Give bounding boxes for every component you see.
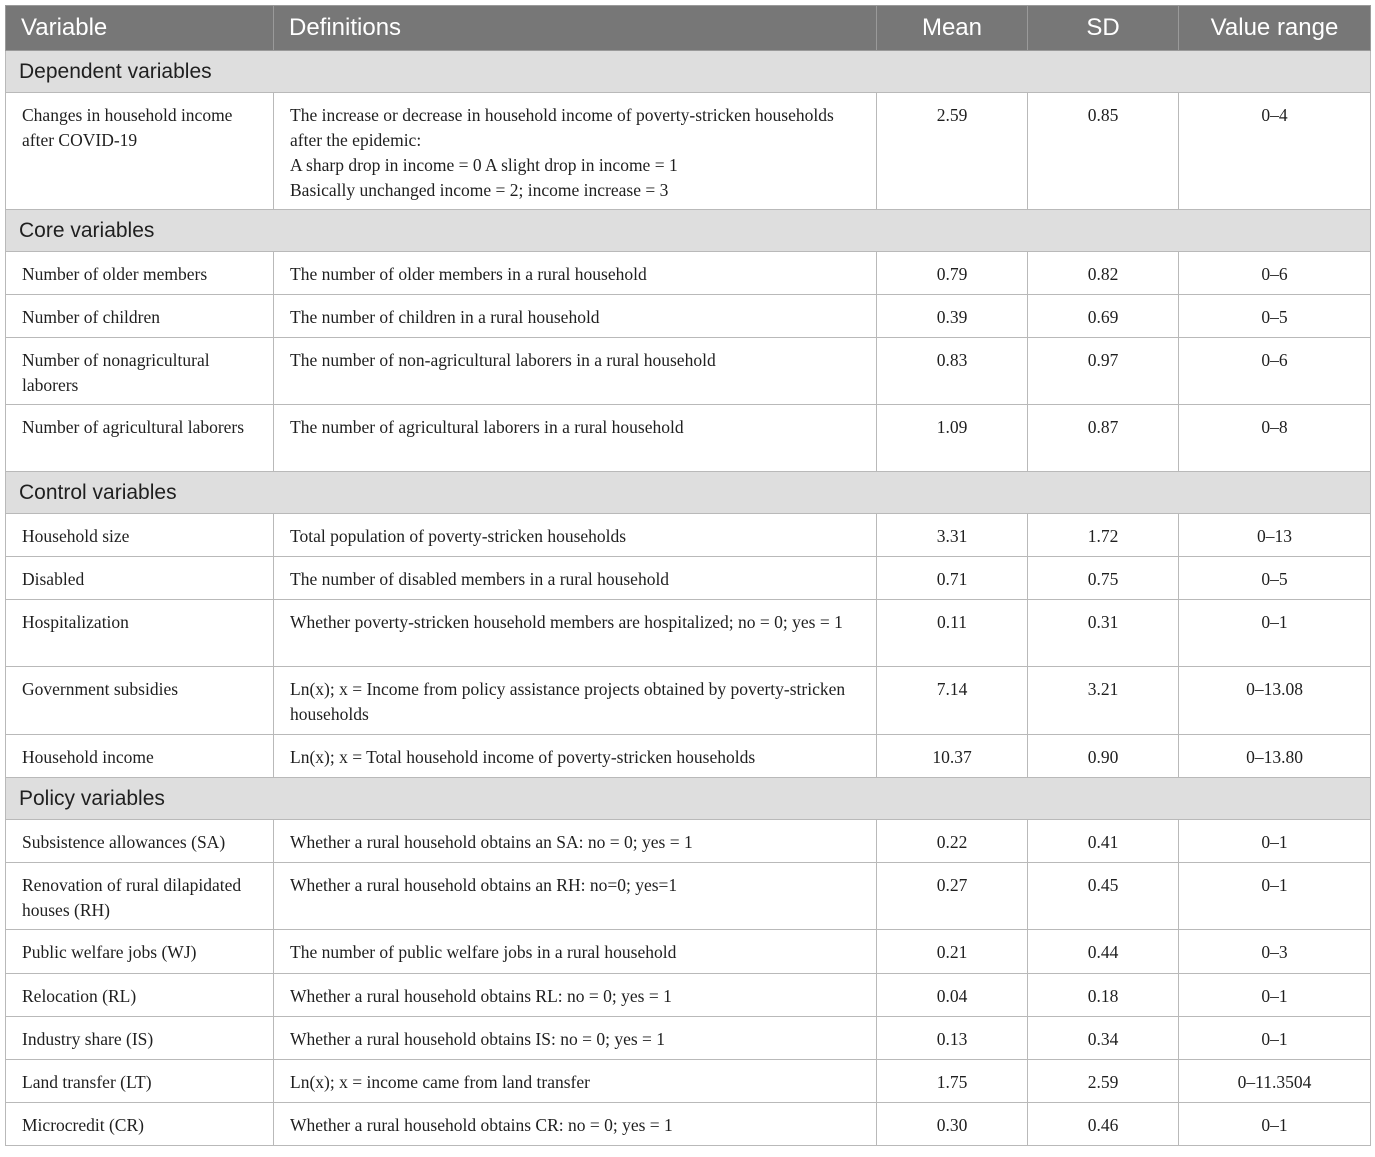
variable-cell: Industry share (IS)	[6, 1017, 274, 1060]
sd-cell: 0.82	[1028, 252, 1179, 295]
value-range-cell: 0–11.3504	[1179, 1060, 1371, 1103]
header-value-range: Value range	[1179, 6, 1371, 51]
sd-cell: 0.44	[1028, 930, 1179, 974]
definition-cell	[274, 820, 877, 863]
definition-cell	[274, 735, 877, 778]
table-row	[6, 1060, 1371, 1103]
sd-cell: 0.97	[1028, 338, 1179, 405]
table-row	[6, 974, 1371, 1017]
definition-cell	[274, 557, 877, 600]
definition-line: Whether a rural household obtains an RH: no=0; yes=1	[290, 875, 678, 895]
definition-line: The number of older members in a rural household	[290, 264, 647, 284]
table-row	[6, 930, 1371, 974]
definition-cell	[274, 295, 877, 338]
definition-line: The number of disabled members in a rural household	[290, 569, 670, 589]
value-range-cell: 0–13.80	[1179, 735, 1371, 778]
definition-line: Whether a rural household obtains IS: no = 0; yes = 1	[290, 1029, 666, 1049]
section-row	[6, 472, 1371, 514]
definition-line: Ln(x); x = Total household income of poverty-stricken households	[290, 747, 756, 767]
value-range-cell: 0–4	[1179, 93, 1371, 210]
definition-cell	[274, 667, 877, 735]
mean-cell: 0.39	[877, 295, 1028, 338]
header-sd: SD	[1028, 6, 1179, 51]
sd-cell: 0.34	[1028, 1017, 1179, 1060]
definition-cell	[274, 405, 877, 472]
sd-cell: 0.46	[1028, 1103, 1179, 1146]
definition-cell	[274, 1060, 877, 1103]
definition-line: Ln(x); x = income came from land transfer	[290, 1072, 590, 1092]
mean-cell: 0.30	[877, 1103, 1028, 1146]
mean-cell: 0.83	[877, 338, 1028, 405]
definition-line: Whether a rural household obtains an SA: no = 0; yes = 1	[290, 832, 693, 852]
sd-cell: 0.69	[1028, 295, 1179, 338]
definition-line: Whether a rural household obtains CR: no = 0; yes = 1	[290, 1115, 673, 1135]
value-range-cell: 0–5	[1179, 557, 1371, 600]
definition-line: The number of agricultural laborers in a rural household	[290, 417, 684, 437]
mean-cell: 1.09	[877, 405, 1028, 472]
definition-cell	[274, 974, 877, 1017]
value-range-cell: 0–6	[1179, 338, 1371, 405]
definition-cell	[274, 930, 877, 974]
sd-cell: 0.85	[1028, 93, 1179, 210]
variable-cell: Changes in household income after COVID-19	[6, 93, 274, 210]
table-row	[6, 405, 1371, 472]
definition-cell	[274, 863, 877, 930]
variable-cell: Public welfare jobs (WJ)	[6, 930, 274, 974]
variable-cell: Household income	[6, 735, 274, 778]
section-title: Control variables	[6, 472, 1371, 514]
definition-line: Basically unchanged income = 2; income increase = 3	[290, 180, 669, 200]
value-range-cell: 0–1	[1179, 974, 1371, 1017]
definition-cell	[274, 514, 877, 557]
table-row	[6, 338, 1371, 405]
section-row	[6, 51, 1371, 93]
variable-cell: Microcredit (CR)	[6, 1103, 274, 1146]
table-row	[6, 295, 1371, 338]
value-range-cell: 0–1	[1179, 820, 1371, 863]
mean-cell: 0.11	[877, 600, 1028, 667]
section-title: Policy variables	[6, 778, 1371, 820]
mean-cell: 0.04	[877, 974, 1028, 1017]
table-body	[6, 51, 1371, 1146]
table-row	[6, 600, 1371, 667]
mean-cell: 3.31	[877, 514, 1028, 557]
mean-cell: 7.14	[877, 667, 1028, 735]
table-row	[6, 735, 1371, 778]
definition-line: The increase or decrease in household income of poverty-stricken households after the epidemic:	[290, 105, 834, 150]
value-range-cell: 0–1	[1179, 863, 1371, 930]
header-variable: Variable	[6, 6, 274, 51]
section-title: Dependent variables	[6, 51, 1371, 93]
table-row	[6, 93, 1371, 210]
table-row	[6, 252, 1371, 295]
value-range-cell: 0–1	[1179, 1103, 1371, 1146]
mean-cell: 2.59	[877, 93, 1028, 210]
table-row	[6, 863, 1371, 930]
definition-line: A sharp drop in income = 0 A slight drop in income = 1	[290, 155, 678, 175]
mean-cell: 0.27	[877, 863, 1028, 930]
variable-cell: Government subsidies	[6, 667, 274, 735]
mean-cell: 0.71	[877, 557, 1028, 600]
variable-cell: Number of agricultural laborers	[6, 405, 274, 472]
value-range-cell: 0–1	[1179, 600, 1371, 667]
value-range-cell: 0–8	[1179, 405, 1371, 472]
sd-cell: 2.59	[1028, 1060, 1179, 1103]
sd-cell: 0.41	[1028, 820, 1179, 863]
mean-cell: 10.37	[877, 735, 1028, 778]
sd-cell: 0.31	[1028, 600, 1179, 667]
variable-cell: Hospitalization	[6, 600, 274, 667]
definition-line: Whether a rural household obtains RL: no = 0; yes = 1	[290, 986, 672, 1006]
table-row	[6, 1017, 1371, 1060]
value-range-cell: 0–6	[1179, 252, 1371, 295]
mean-cell: 0.21	[877, 930, 1028, 974]
definition-cell	[274, 1103, 877, 1146]
definition-cell	[274, 1017, 877, 1060]
table-row	[6, 820, 1371, 863]
variable-cell: Subsistence allowances (SA)	[6, 820, 274, 863]
header-mean: Mean	[877, 6, 1028, 51]
value-range-cell: 0–13	[1179, 514, 1371, 557]
table-row	[6, 1103, 1371, 1146]
sd-cell: 0.90	[1028, 735, 1179, 778]
definition-cell	[274, 93, 877, 210]
variable-cell: Land transfer (LT)	[6, 1060, 274, 1103]
variable-cell: Number of older members	[6, 252, 274, 295]
definition-line: The number of children in a rural household	[290, 307, 600, 327]
table-row	[6, 667, 1371, 735]
sd-cell: 1.72	[1028, 514, 1179, 557]
header-definitions: Definitions	[274, 6, 877, 51]
table-row	[6, 557, 1371, 600]
variable-cell: Number of children	[6, 295, 274, 338]
definition-line: The number of public welfare jobs in a rural household	[290, 942, 677, 962]
variable-cell: Number of nonagricultural laborers	[6, 338, 274, 405]
definition-line: Ln(x); x = Income from policy assistance projects obtained by poverty-stricken households	[290, 679, 846, 724]
variables-table	[5, 5, 1371, 1146]
variable-cell: Household size	[6, 514, 274, 557]
table-row	[6, 514, 1371, 557]
variable-cell: Disabled	[6, 557, 274, 600]
definition-line: Whether poverty-stricken household members are hospitalized; no = 0; yes = 1	[290, 612, 843, 632]
sd-cell: 0.75	[1028, 557, 1179, 600]
section-title: Core variables	[6, 210, 1371, 252]
sd-cell: 0.18	[1028, 974, 1179, 1017]
definition-cell	[274, 600, 877, 667]
value-range-cell: 0–5	[1179, 295, 1371, 338]
sd-cell: 3.21	[1028, 667, 1179, 735]
header-row	[6, 6, 1371, 51]
definition-cell	[274, 252, 877, 295]
value-range-cell: 0–3	[1179, 930, 1371, 974]
definition-cell	[274, 338, 877, 405]
mean-cell: 0.79	[877, 252, 1028, 295]
variable-cell: Renovation of rural dilapidated houses (RH)	[6, 863, 274, 930]
definition-line: The number of non-agricultural laborers in a rural household	[290, 350, 716, 370]
section-row	[6, 210, 1371, 252]
section-row	[6, 778, 1371, 820]
mean-cell: 1.75	[877, 1060, 1028, 1103]
sd-cell: 0.87	[1028, 405, 1179, 472]
definition-line: Total population of poverty-stricken households	[290, 526, 627, 546]
mean-cell: 0.13	[877, 1017, 1028, 1060]
sd-cell: 0.45	[1028, 863, 1179, 930]
mean-cell: 0.22	[877, 820, 1028, 863]
value-range-cell: 0–1	[1179, 1017, 1371, 1060]
variable-cell: Relocation (RL)	[6, 974, 274, 1017]
value-range-cell: 0–13.08	[1179, 667, 1371, 735]
